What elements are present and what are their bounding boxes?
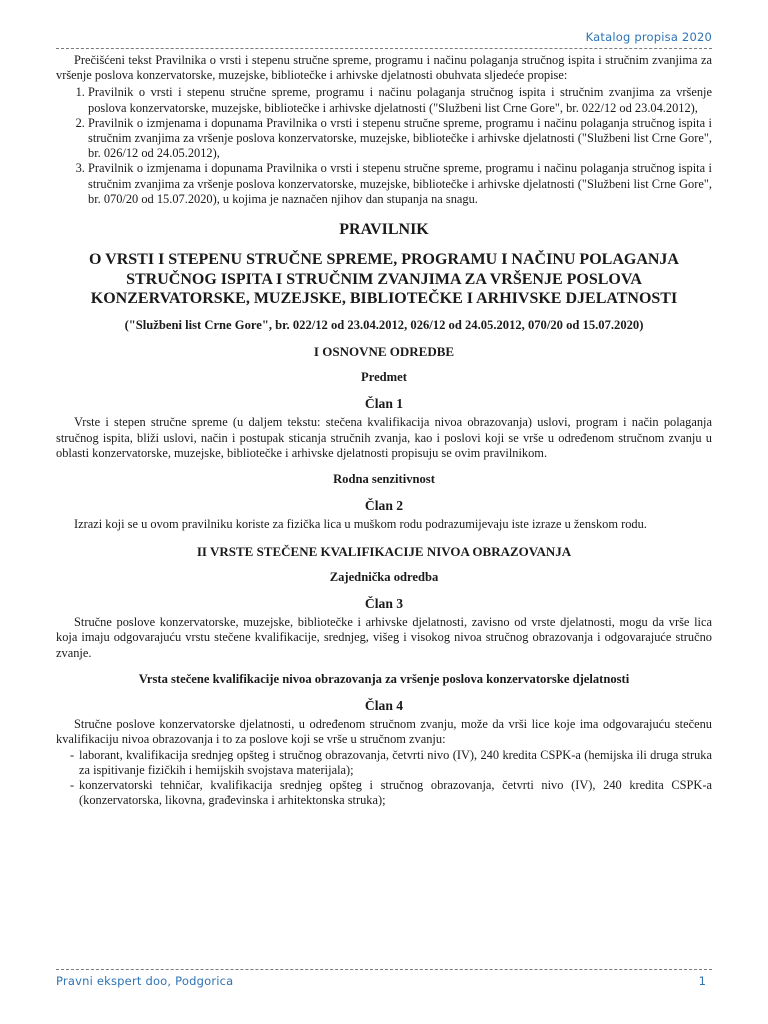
- page-footer: [56, 969, 712, 992]
- article-1-heading: Član 1: [364, 396, 404, 412]
- article-4-list: [56, 748, 712, 809]
- list-item: - konzervatorski tehničar, kvalifikacija srednjeg opšteg i stručnog obrazovanja, četvrti nivo (IV), 240 kredita CSPK-a (konzervatorska, likovna, građevinska i arhitektonska struka);: [70, 778, 712, 808]
- source-regulations-list: [56, 85, 712, 207]
- document-title: O VRSTI I STEPENU STRUČNE SPREME, PROGRAMU I NAČINU POLAGANJA STRUČNOG ISPITA I STRUČNIM ZVANJIMA ZA VRŠENJE POSLOVA KONZERVATORSKE, MUZEJSKE, BIBLIOTEČKE I ARHIVSKE DJELATNOSTI: [89, 251, 679, 308]
- source-item: 1. Pravilnik o vrsti i stepenu stručne spreme, programu i načinu polaganja stručnog ispita i stručnim zvanjima za vršenje poslova konzervatorske, muzejske, bibliotečke i arhivske djelatnosti ("Službeni list Crne Gore", br. 022/12 od 23.04.2012),: [88, 85, 712, 115]
- source-item: 3. Pravilnik o izmjenama i dopunama Pravilnika o vrsti i stepenu stručne spreme, programu i načinu polaganja stručnog ispita i stručnim zvanjima za vršenje poslova konzervatorske, muzejske, bibliotečke i arhivske djelatnosti ("Službeni list Crne Gore", br. 070/20 od 15.07.2020), u kojima je naznačen njihov dan stupanja na snagu.: [88, 161, 712, 207]
- article-3-text: Stručne poslove konzervatorske, muzejske, bibliotečke i arhivske djelatnosti, zavisno od vrste djelatnosti, mogu da vrše lica koja imaju odgovarajuću vrstu stečene kvalifikacije, srednjeg, višeg i visokog nivoa stručnog obrazovanja i odgovarajuće stručno zvanje.: [56, 615, 712, 660]
- catalog-label: Katalog propisa 2020: [585, 30, 712, 44]
- publisher-label: Pravni ekspert doo, Podgorica: [56, 974, 234, 988]
- page-header: [56, 30, 712, 49]
- subheading-rodna: Rodna senzitivnost: [333, 471, 435, 486]
- source-item: 2. Pravilnik o izmjenama i dopunama Pravilnika o vrsti i stepenu stručne spreme, programu i načinu polaganja stručnog ispita i stručnim zvanjima za vršenje poslova konzervatorske, muzejske, bibliotečke i arhivske djelatnosti ("Službeni list Crne Gore", br. 026/12 od 24.05.2012),: [88, 116, 712, 162]
- document-type-heading: PRAVILNIK: [339, 221, 429, 239]
- page-number: 1: [698, 974, 706, 988]
- article-2-heading: Član 2: [364, 498, 404, 514]
- subheading-zajednicka: Zajednička odredba: [329, 569, 439, 584]
- article-4-text: Stručne poslove konzervatorske djelatnosti, u određenom stručnom zvanju, može da vrši lice koje ima odgovarajuću stečenu kvalifikaciju nivoa obrazovanja i to za poslove koji se vrše u stručnom zvanju:: [56, 717, 712, 747]
- list-item: - laborant, kvalifikacija srednjeg opšteg i stručnog obrazovanja, četvrti nivo (IV), 240 kredita CSPK-a (hemijska ili druga struka za ispitivanje fizičkih i hemijskih svojstava materijala);: [70, 748, 712, 778]
- subheading-predmet: Predmet: [361, 369, 407, 384]
- subheading-konzervatorske: Vrsta stečene kvalifikacije nivoa obrazovanja za vršenje poslova konzervatorske djelatnosti: [138, 671, 630, 686]
- gazette-reference: ("Službeni list Crne Gore", br. 022/12 od 23.04.2012, 026/12 od 24.05.2012, 070/20 od 15.07.2020): [124, 317, 644, 332]
- section-heading-2: II VRSTE STEČENE KVALIFIKACIJE NIVOA OBRAZOVANJA: [196, 543, 572, 559]
- intro-paragraph: Prečišćeni tekst Pravilnika o vrsti i stepenu stručne spreme, programu i načinu polaganja stručnog ispita i stručnim zvanjima za vršenje poslova konzervatorske, muzejske, bibliotečke i arhivske djelatnosti obuhvata sljedeće propise:: [56, 53, 712, 83]
- section-heading-1: I OSNOVNE ODREDBE: [313, 343, 455, 359]
- article-3-heading: Član 3: [364, 595, 404, 611]
- document-body: [56, 53, 712, 808]
- article-4-heading: Član 4: [364, 697, 404, 713]
- article-2-text: Izrazi koji se u ovom pravilniku koriste za fizička lica u muškom rodu podrazumijevaju iste izraze u ženskom rodu.: [74, 517, 647, 532]
- article-1-text: Vrste i stepen stručne spreme (u daljem tekstu: stečena kvalifikacija nivoa obrazovanja) uslovi, program i način polaganja stručnog ispita, bliži uslovi, način i postupak sticanja stručnih zvanja, kao i poslovi koji se vrše u određenom stručnom zvanju u oblasti konzervatorske, muzejske, bibliotečke i arhivske djelatnosti propisuju se ovim pravilnikom.: [56, 415, 712, 460]
